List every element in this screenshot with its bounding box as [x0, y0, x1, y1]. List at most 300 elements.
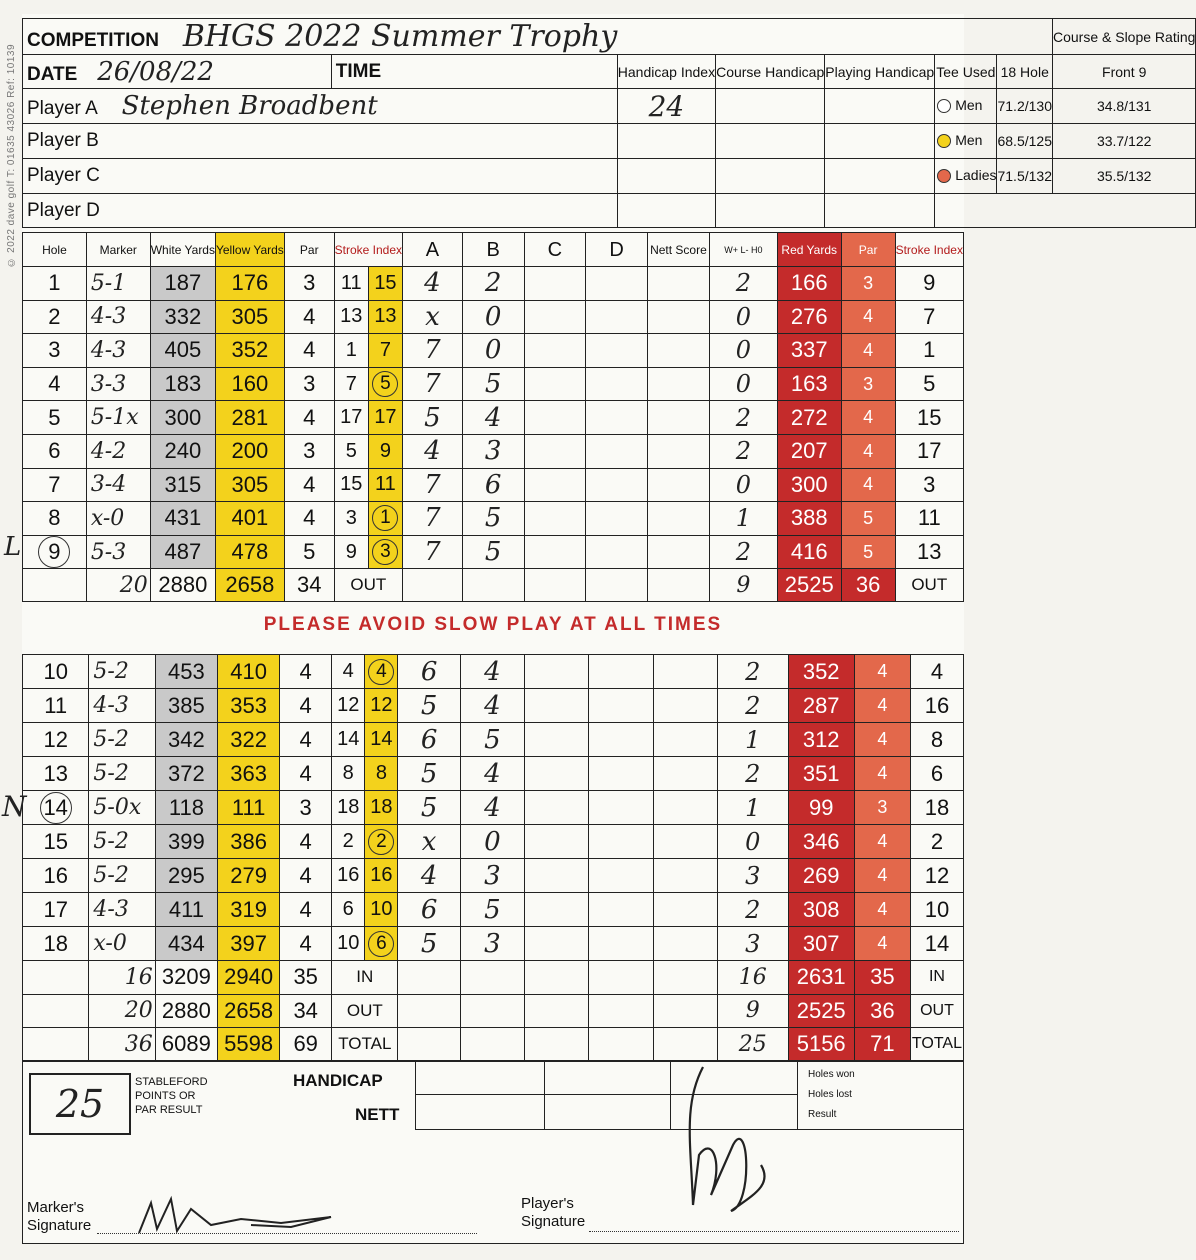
hole-row	[23, 927, 964, 961]
player-d-score	[586, 434, 648, 468]
hole18-label: 18 Hole	[997, 55, 1053, 89]
player-a-score: 4	[403, 434, 463, 468]
slow-play-banner: PLEASE AVOID SLOW PLAY AT ALL TIMES	[263, 614, 723, 635]
par-cell: 3	[284, 267, 334, 301]
win-loss-cell: 0	[709, 468, 777, 502]
marker-cell: 5-1x	[86, 401, 150, 435]
tee-rating: 35.5/132	[1052, 159, 1195, 194]
player-a-score: 7	[403, 334, 463, 368]
red-yards-cell: 300	[777, 468, 841, 502]
marker-cell: 4-3	[86, 300, 150, 334]
marker-cell: 4-3	[89, 689, 155, 723]
white-yards-cell: 487	[150, 535, 215, 569]
white-yards-cell: 434	[155, 927, 217, 961]
stroke-index-circled: 1	[372, 505, 398, 531]
player-d-score	[589, 655, 653, 689]
red-stroke-index-cell: 10	[910, 893, 963, 927]
player-c-score	[525, 723, 589, 757]
red-yards-cell: 337	[777, 334, 841, 368]
hole-number: 14	[40, 792, 72, 824]
par-cell: 4	[280, 655, 332, 689]
player-c-label: Player C	[27, 165, 100, 186]
win-loss-cell: 0	[709, 334, 777, 368]
white-yards-cell: 405	[150, 334, 215, 368]
stroke-index-cell: 16	[332, 859, 365, 893]
marker-header: Marker	[86, 233, 150, 267]
course-slope-label: Course & Slope Rating	[1052, 19, 1195, 55]
nett-score-cell	[647, 535, 709, 569]
white-yards-cell: 315	[150, 468, 215, 502]
par-cell: 4	[280, 825, 332, 859]
total-row	[23, 1028, 964, 1062]
marker-signature-line2: Signature	[27, 1217, 92, 1234]
white-yards-cell: 183	[150, 367, 215, 401]
yellow-yards-cell: 319	[218, 893, 280, 927]
player-signature-label	[521, 1195, 585, 1231]
total-blank-cell	[589, 1028, 653, 1062]
stroke-index-cell: 15	[334, 468, 368, 502]
red-stroke-index-cell: 6	[910, 757, 963, 791]
card-reference-text: © 2022 dave golf T: 01635 43026 Ref: 10139	[6, 44, 17, 268]
yellow-yards-cell: 401	[215, 502, 284, 536]
stroke-index-cell: 6	[332, 893, 365, 927]
nett-score-cell	[647, 401, 709, 435]
tee-dot-red-icon	[937, 169, 951, 183]
nett-score-cell	[653, 689, 717, 723]
yellow-yards-cell: 176	[215, 267, 284, 301]
yellow-yards-cell: 410	[218, 655, 280, 689]
red-yards-cell: 388	[777, 502, 841, 536]
player-a-score: 7	[403, 535, 463, 569]
hole-row	[23, 655, 964, 689]
stroke-index-cell: 14	[332, 723, 365, 757]
total-win-loss: 9	[717, 994, 788, 1028]
win-loss-cell: 1	[717, 723, 788, 757]
red-stroke-index-cell: 14	[910, 927, 963, 961]
hole-row	[23, 300, 964, 334]
match-result-box	[797, 1061, 964, 1130]
white-yards-cell: 453	[155, 655, 217, 689]
stroke-index-cell: 12	[332, 689, 365, 723]
total-marker: 20	[89, 994, 155, 1028]
total-red-par: 36	[854, 994, 910, 1028]
total-marker: 16	[89, 961, 155, 995]
hole-number-cell: 13	[23, 757, 89, 791]
total-blank-cell	[525, 961, 589, 995]
stableford-value: 25	[55, 1082, 105, 1126]
stroke-index-alt-cell	[365, 655, 398, 689]
red-stroke-index-cell: 11	[895, 502, 963, 536]
player-a-score: 7	[403, 468, 463, 502]
white-yards-header: White Yards	[150, 233, 215, 267]
tee-rating: 68.5/125	[997, 124, 1053, 159]
stroke-index-cell: 4	[332, 655, 365, 689]
nett-score-cell	[653, 893, 717, 927]
back-margin-note: N	[2, 790, 27, 823]
handicap-index-label: Handicap Index	[617, 55, 715, 89]
player-a-score: 5	[398, 791, 460, 825]
player-d-score	[586, 334, 648, 368]
yellow-yards-cell: 279	[218, 859, 280, 893]
total-blank-cell	[525, 994, 589, 1028]
par-cell: 4	[280, 757, 332, 791]
player-d-score	[589, 859, 653, 893]
player-d-score	[586, 502, 648, 536]
player-b-score: 4	[460, 791, 524, 825]
hole-row	[23, 859, 964, 893]
hole-row	[23, 723, 964, 757]
date-label: DATE	[27, 63, 78, 85]
total-red-yards: 2525	[788, 994, 854, 1028]
stroke-index-alt-cell: 14	[365, 723, 398, 757]
total-red-label: IN	[910, 961, 963, 995]
red-stroke-index-cell: 18	[910, 791, 963, 825]
front-nine-table	[22, 232, 964, 602]
hole-number-cell: 17	[23, 893, 89, 927]
yellow-yards-cell: 305	[215, 468, 284, 502]
red-stroke-index-cell: 5	[895, 367, 963, 401]
yellow-yards-cell: 111	[218, 791, 280, 825]
red-par-cell: 4	[841, 468, 895, 502]
player-b-label: Player B	[27, 130, 99, 151]
win-loss-cell: 2	[717, 655, 788, 689]
red-yards-cell: 166	[777, 267, 841, 301]
total-blank-cell	[653, 994, 717, 1028]
win-loss-cell: 0	[709, 300, 777, 334]
red-par-cell: 4	[841, 401, 895, 435]
total-yellow: 5598	[218, 1028, 280, 1062]
win-loss-cell: 2	[709, 535, 777, 569]
red-yards-cell: 163	[777, 367, 841, 401]
out-par-total: 34	[284, 569, 334, 602]
total-label: IN	[332, 961, 398, 995]
hole-number-cell: 1	[23, 267, 87, 301]
total-par: 34	[280, 994, 332, 1028]
red-par-cell: 4	[854, 655, 910, 689]
competition-value: BHGS 2022 Summer Trophy	[182, 19, 618, 54]
marker-cell: 5-2	[89, 859, 155, 893]
stroke-index-alt-cell: 9	[368, 434, 402, 468]
stroke-index-cell: 18	[332, 791, 365, 825]
total-row	[23, 961, 964, 995]
total-par: 69	[280, 1028, 332, 1062]
player-c-score	[525, 689, 589, 723]
stroke-index-alt-cell: 11	[368, 468, 402, 502]
front-out-row	[23, 569, 964, 602]
player-c-score	[524, 468, 586, 502]
red-stroke-index-cell: 15	[895, 401, 963, 435]
tee-name: Men	[955, 131, 983, 148]
red-yards-cell: 207	[777, 434, 841, 468]
nett-score-cell	[647, 434, 709, 468]
yellow-yards-cell: 281	[215, 401, 284, 435]
red-par-cell: 5	[841, 502, 895, 536]
stroke-index-circled: 3	[372, 539, 398, 565]
par-cell: 3	[280, 791, 332, 825]
white-yards-cell: 118	[155, 791, 217, 825]
red-stroke-index-cell: 7	[895, 300, 963, 334]
marker-cell: x-0	[86, 502, 150, 536]
player-c-score	[525, 757, 589, 791]
hole-number-cell: 16	[23, 859, 89, 893]
player-signature-scribble-icon	[663, 1055, 803, 1225]
stableford-box	[29, 1073, 131, 1135]
handicap-label: HANDICAP	[293, 1071, 383, 1090]
red-yards-cell: 287	[788, 689, 854, 723]
nett-score-cell	[647, 300, 709, 334]
stroke-index-cell: 17	[334, 401, 368, 435]
red-stroke-index-cell: 8	[910, 723, 963, 757]
stroke-index-cell: 10	[332, 927, 365, 961]
hole-row	[23, 535, 964, 569]
red-stroke-index-header: Stroke Index	[895, 233, 963, 267]
player-b-score: 0	[462, 334, 524, 368]
player-a-label: Player A	[27, 98, 98, 119]
tee-rating: 33.7/122	[1052, 124, 1195, 159]
stroke-index-alt-cell	[368, 502, 402, 536]
total-red-yards: 5156	[788, 1028, 854, 1062]
player-c-score	[524, 267, 586, 301]
nett-score-cell	[653, 825, 717, 859]
player-a-score: 6	[398, 723, 460, 757]
total-yellow: 2658	[218, 994, 280, 1028]
player-b-score: 5	[462, 367, 524, 401]
hole-row	[23, 334, 964, 368]
white-yards-cell: 332	[150, 300, 215, 334]
par-cell: 5	[284, 535, 334, 569]
player-d-score	[589, 723, 653, 757]
total-marker: 36	[89, 1028, 155, 1062]
red-par-cell: 5	[841, 535, 895, 569]
red-par-cell: 4	[854, 927, 910, 961]
player-d-score	[586, 267, 648, 301]
player-signature-line2: Signature	[521, 1213, 586, 1230]
marker-signature-line1: Marker's	[27, 1199, 85, 1216]
front9-label: Front 9	[1052, 55, 1195, 89]
red-yards-cell: 346	[788, 825, 854, 859]
stroke-index-alt-cell: 16	[365, 859, 398, 893]
playing-handicap-label: Playing Handicap	[825, 55, 935, 89]
red-yards-cell: 276	[777, 300, 841, 334]
stroke-index-alt-cell: 10	[365, 893, 398, 927]
win-loss-cell: 2	[717, 757, 788, 791]
nett-score-cell	[653, 757, 717, 791]
red-par-cell: 4	[854, 859, 910, 893]
hole-number-cell: 8	[23, 502, 87, 536]
out-win-loss-total: 9	[709, 569, 777, 602]
stroke-index-header: Stroke Index	[334, 233, 402, 267]
red-yards-cell: 352	[788, 655, 854, 689]
out-marker-total: 20	[86, 569, 150, 602]
player-d-label: Player D	[27, 199, 100, 221]
nett-score-cell	[653, 723, 717, 757]
total-win-loss: 16	[717, 961, 788, 995]
white-yards-cell: 295	[155, 859, 217, 893]
white-yards-cell: 385	[155, 689, 217, 723]
win-loss-cell: 1	[709, 502, 777, 536]
win-loss-cell: 2	[717, 689, 788, 723]
player-b-score: 4	[460, 757, 524, 791]
player-a-column-header: A	[403, 233, 463, 267]
red-yards-cell: 416	[777, 535, 841, 569]
player-d-column-header: D	[586, 233, 648, 267]
par-cell: 4	[284, 502, 334, 536]
player-d-score	[589, 791, 653, 825]
player-b-score: 5	[460, 893, 524, 927]
player-c-score	[525, 893, 589, 927]
red-par-header: Par	[841, 233, 895, 267]
player-b-score: 4	[460, 655, 524, 689]
red-yards-cell: 307	[788, 927, 854, 961]
player-b-score: 4	[462, 401, 524, 435]
player-d-score	[586, 468, 648, 502]
player-b-score: 0	[460, 825, 524, 859]
out-label: OUT	[334, 569, 402, 602]
player-c-score	[525, 655, 589, 689]
red-stroke-index-cell: 9	[895, 267, 963, 301]
marker-cell: 5-3	[86, 535, 150, 569]
stroke-index-circled: 2	[368, 829, 394, 855]
player-b-column-header: B	[462, 233, 524, 267]
red-par-cell: 4	[854, 757, 910, 791]
time-label: TIME	[335, 60, 382, 82]
par-cell: 4	[280, 723, 332, 757]
red-par-cell: 4	[841, 434, 895, 468]
nett-score-cell	[647, 367, 709, 401]
total-white: 2880	[155, 994, 217, 1028]
player-b-score: 2	[462, 267, 524, 301]
red-par-cell: 3	[841, 267, 895, 301]
red-par-cell: 4	[854, 825, 910, 859]
player-c-score	[525, 825, 589, 859]
player-c-column-header: C	[524, 233, 586, 267]
total-blank-cell	[398, 994, 460, 1028]
marker-cell: 5-2	[89, 655, 155, 689]
marker-cell: 3-3	[86, 367, 150, 401]
stroke-index-cell: 5	[334, 434, 368, 468]
white-yards-cell: 342	[155, 723, 217, 757]
total-blank-cell	[398, 961, 460, 995]
hole-number-cell: 15	[23, 825, 89, 859]
player-d-score	[589, 757, 653, 791]
par-cell: 4	[284, 468, 334, 502]
par-cell: 3	[284, 434, 334, 468]
total-blank-cell	[23, 1028, 89, 1062]
total-blank-cell	[653, 961, 717, 995]
tee-name: Ladies	[955, 166, 997, 183]
total-yellow: 2940	[218, 961, 280, 995]
red-yards-cell: 351	[788, 757, 854, 791]
player-c-score	[524, 300, 586, 334]
stroke-index-alt-cell	[365, 927, 398, 961]
total-blank-cell	[525, 1028, 589, 1062]
red-par-cell: 4	[854, 893, 910, 927]
stroke-index-circled: 4	[368, 659, 394, 685]
player-c-score	[524, 434, 586, 468]
par-cell: 4	[284, 300, 334, 334]
out-yellow-total: 2658	[215, 569, 284, 602]
hole-row	[23, 825, 964, 859]
player-b-score: 3	[460, 859, 524, 893]
hole-number-cell: 2	[23, 300, 87, 334]
column-header-row	[23, 233, 964, 267]
yellow-yards-cell: 305	[215, 300, 284, 334]
front-nine-rows	[23, 267, 964, 569]
player-a-name: Stephen Broadbent	[121, 91, 378, 121]
yellow-yards-cell: 353	[218, 689, 280, 723]
total-red-par: 35	[854, 961, 910, 995]
total-par: 35	[280, 961, 332, 995]
red-stroke-index-cell: 12	[910, 859, 963, 893]
win-loss-cell: 2	[717, 893, 788, 927]
win-loss-cell: 2	[709, 267, 777, 301]
white-yards-cell: 187	[150, 267, 215, 301]
red-yards-cell: 308	[788, 893, 854, 927]
hole-row	[23, 689, 964, 723]
stroke-index-alt-cell	[368, 535, 402, 569]
red-stroke-index-cell: 13	[895, 535, 963, 569]
stableford-label-line: POINTS OR	[135, 1090, 196, 1102]
stroke-index-cell: 1	[334, 334, 368, 368]
stroke-index-cell: 13	[334, 300, 368, 334]
player-a-score: 6	[398, 893, 460, 927]
par-header: Par	[284, 233, 334, 267]
hole-row	[23, 791, 964, 825]
yellow-yards-cell: 478	[215, 535, 284, 569]
yellow-yards-cell: 322	[218, 723, 280, 757]
white-yards-cell: 240	[150, 434, 215, 468]
player-b-score: 0	[462, 300, 524, 334]
stroke-index-alt-cell: 7	[368, 334, 402, 368]
nett-score-cell	[647, 468, 709, 502]
player-b-score: 4	[460, 689, 524, 723]
player-d-score	[589, 825, 653, 859]
red-yards-cell: 99	[788, 791, 854, 825]
white-yards-cell: 372	[155, 757, 217, 791]
nett-score-cell	[653, 791, 717, 825]
red-par-cell: 4	[854, 689, 910, 723]
out-white-total: 2880	[150, 569, 215, 602]
player-c-score	[525, 927, 589, 961]
nett-score-header: Nett Score	[647, 233, 709, 267]
red-yards-cell: 272	[777, 401, 841, 435]
total-white: 6089	[155, 1028, 217, 1062]
tee-used-label: Tee Used	[935, 55, 997, 89]
total-blank-cell	[398, 1028, 460, 1062]
hole-number-cell: 5	[23, 401, 87, 435]
total-blank-cell	[460, 994, 524, 1028]
nett-score-cell	[647, 267, 709, 301]
white-yards-cell: 300	[150, 401, 215, 435]
red-stroke-index-cell: 1	[895, 334, 963, 368]
player-c-score	[524, 334, 586, 368]
hole-number-cell	[23, 535, 87, 569]
nett-score-cell	[653, 859, 717, 893]
date-value: 26/08/22	[97, 56, 214, 87]
stroke-index-cell: 8	[332, 757, 365, 791]
red-stroke-index-cell: 16	[910, 689, 963, 723]
holes-lost-label: Holes lost	[808, 1089, 852, 1100]
player-b-score: 5	[460, 723, 524, 757]
stableford-label-line: STABLEFORD	[135, 1076, 208, 1088]
tee-dot-white-icon	[937, 99, 951, 113]
total-blank-cell	[23, 961, 89, 995]
scorecard	[2, 14, 1196, 1244]
total-red-label: OUT	[910, 994, 963, 1028]
hole-header: Hole	[23, 233, 87, 267]
hole-row	[23, 893, 964, 927]
holes-won-label: Holes won	[808, 1069, 855, 1080]
